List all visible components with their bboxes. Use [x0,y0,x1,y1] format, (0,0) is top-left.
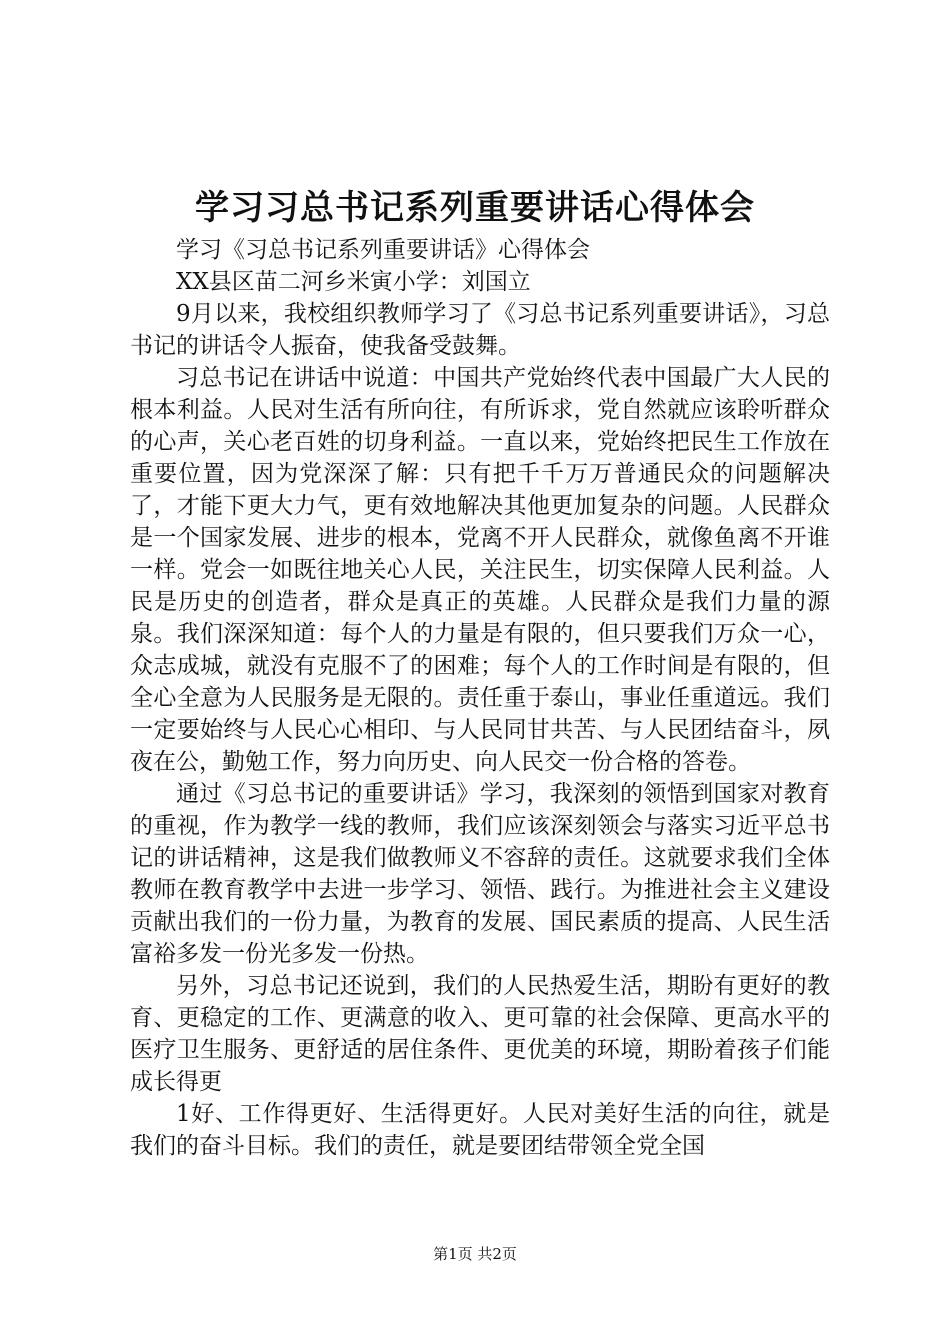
document-title: 学习习总书记系列重要讲话心得体会 [195,188,755,228]
document-body [130,234,830,1162]
paragraph-author: XX县区苗二河乡米寅小学：刘国立 [176,269,531,295]
page-footer: 第1页 共2页 [433,1245,517,1263]
paragraph: 习总书记在讲话中说道：中国共产党始终代表中国最广大人民的根本利益。人民对生活有所向往，有所诉求，党自然就应该聆听群众的心声，关心老百姓的切身利益。一直以来，党始终把民生工作放在重要位置，因为党深深了解：只有把千千万万普通民众的问题解决了，才能下更大力气，更有效地解决其他更加复杂的问题。人民群众是一个国家发展、进步的根本，党离不开人民群众，就像鱼离不开谁一样。党会一如既往地关心人民，关注民生，切实保障人民利益。人民是历史的创造者，群众是真正的英雄。人民群众是我们力量的源泉。我们深深知道：每个人的力量是有限的，但只要我们万众一心，众志成城，就没有克服不了的困难；每个人的工作时间是有限的，但全心全意为人民服务是无限的。责任重于泰山，事业任重道远。我们一定要始终与人民心心相印、与人民同甘共苦、与人民团结奋斗，夙夜在公，勤勉工作，努力向历史、向人民交一份合格的答卷。 [130,365,830,775]
paragraph-subtitle: 学习《习总书记系列重要讲话》心得体会 [176,237,590,263]
paragraph: 另外，习总书记还说到，我们的人民热爱生活，期盼有更好的教育、更稳定的工作、更满意的收入、更可靠的社会保障、更高水平的医疗卫生服务、更舒适的居住条件、更优美的环境，期盼着孩子们能成长得更 [130,973,830,1095]
paragraph: 9月以来，我校组织教师学习了《习总书记系列重要讲话》，习总书记的讲话令人振奋，使我备受鼓舞。 [130,301,830,359]
paragraph: 通过《习总书记的重要讲话》学习，我深刻的领悟到国家对教育的重视，作为教学一线的教师，我们应该深刻领会与落实习近平总书记的讲话精神，这是我们做教师义不容辞的责任。这就要求我们全体教师在教育教学中去进一步学习、领悟、践行。为推进社会主义建设贡献出我们的一份力量，为教育的发展、国民素质的提高、人民生活富裕多发一份光多发一份热。 [130,781,830,967]
paragraph: 1好、工作得更好、生活得更好。人民对美好生活的向往，就是我们的奋斗目标。我们的责任，就是要团结带领全党全国 [130,1101,830,1159]
